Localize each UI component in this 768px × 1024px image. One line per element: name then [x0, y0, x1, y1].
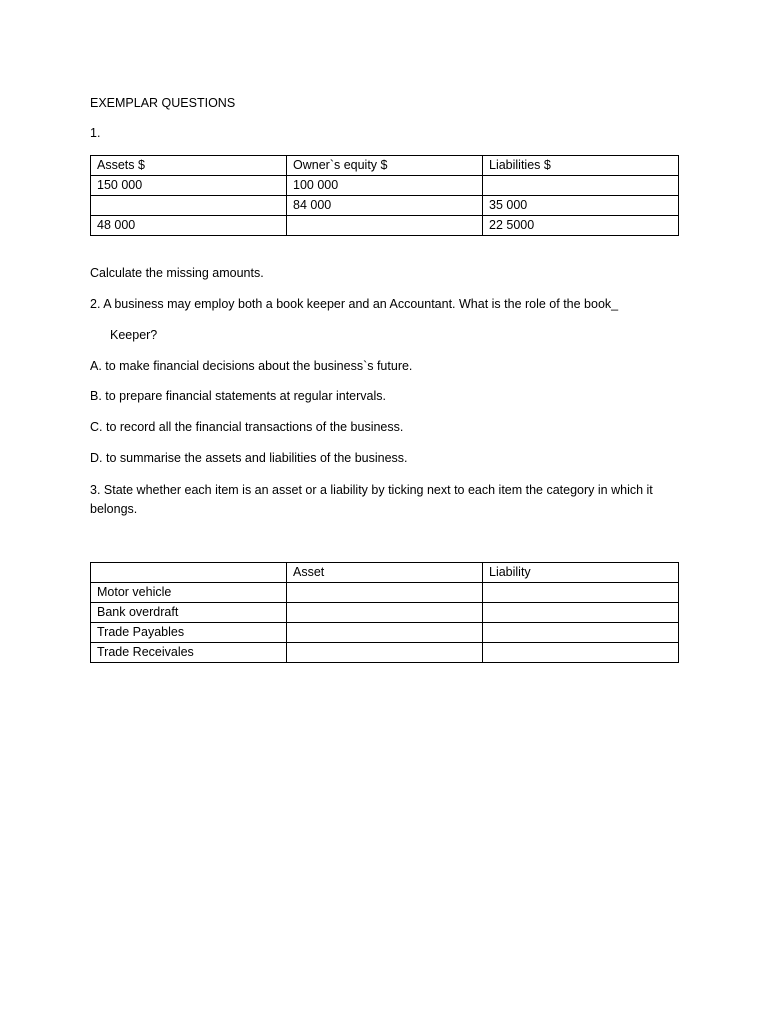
item-label: Bank overdraft — [91, 603, 287, 623]
option-c: C. to record all the financial transactions of the business. — [90, 420, 404, 434]
liability-tick-cell — [483, 603, 679, 623]
liability-tick-cell — [483, 623, 679, 643]
table-header-row — [91, 156, 679, 176]
question-2-line-2: Keeper? — [110, 328, 158, 342]
question-1-instruction: Calculate the missing amounts. — [90, 266, 264, 280]
option-d: D. to summarise the assets and liabilities of the business. — [90, 451, 408, 465]
option-a: A. to make financial decisions about the business`s future. — [90, 359, 413, 373]
question-2-line-1: 2. A business may employ both a book keeper and an Accountant. What is the role of the book_ — [90, 297, 619, 311]
table-row — [91, 196, 679, 216]
liability-tick-cell — [483, 643, 679, 663]
table-cell: 84 000 — [287, 196, 483, 216]
item-label: Trade Payables — [91, 623, 287, 643]
table-row — [91, 583, 679, 603]
header-assets: Assets $ — [91, 156, 287, 176]
table-cell: 100 000 — [287, 176, 483, 196]
option-b: B. to prepare financial statements at regular intervals. — [90, 389, 386, 403]
item-label: Motor vehicle — [91, 583, 287, 603]
asset-tick-cell — [287, 643, 483, 663]
table-cell — [483, 176, 679, 196]
asset-tick-cell — [287, 603, 483, 623]
table-cell — [287, 216, 483, 236]
header-asset: Asset — [287, 563, 483, 583]
question-3-text: 3. State whether each item is an asset or a liability by ticking next to each item the category in which it belongs. — [90, 483, 653, 516]
table-cell — [91, 196, 287, 216]
header-liabilities: Liabilities $ — [483, 156, 679, 176]
table-row — [91, 216, 679, 236]
header-item — [91, 563, 287, 583]
table-cell: 48 000 — [91, 216, 287, 236]
equation-table — [90, 155, 679, 236]
classification-table — [90, 562, 679, 663]
table-row — [91, 643, 679, 663]
asset-tick-cell — [287, 623, 483, 643]
question-1-number: 1. — [90, 126, 101, 140]
heading: EXEMPLAR QUESTIONS — [90, 96, 236, 110]
header-liability: Liability — [483, 563, 679, 583]
table-row — [91, 603, 679, 623]
asset-tick-cell — [287, 583, 483, 603]
table-cell: 22 5000 — [483, 216, 679, 236]
item-label: Trade Receivales — [91, 643, 287, 663]
table-cell: 35 000 — [483, 196, 679, 216]
header-owners-equity: Owner`s equity $ — [287, 156, 483, 176]
liability-tick-cell — [483, 583, 679, 603]
table-cell: 150 000 — [91, 176, 287, 196]
table-row — [91, 176, 679, 196]
table-header-row — [91, 563, 679, 583]
table-row — [91, 623, 679, 643]
